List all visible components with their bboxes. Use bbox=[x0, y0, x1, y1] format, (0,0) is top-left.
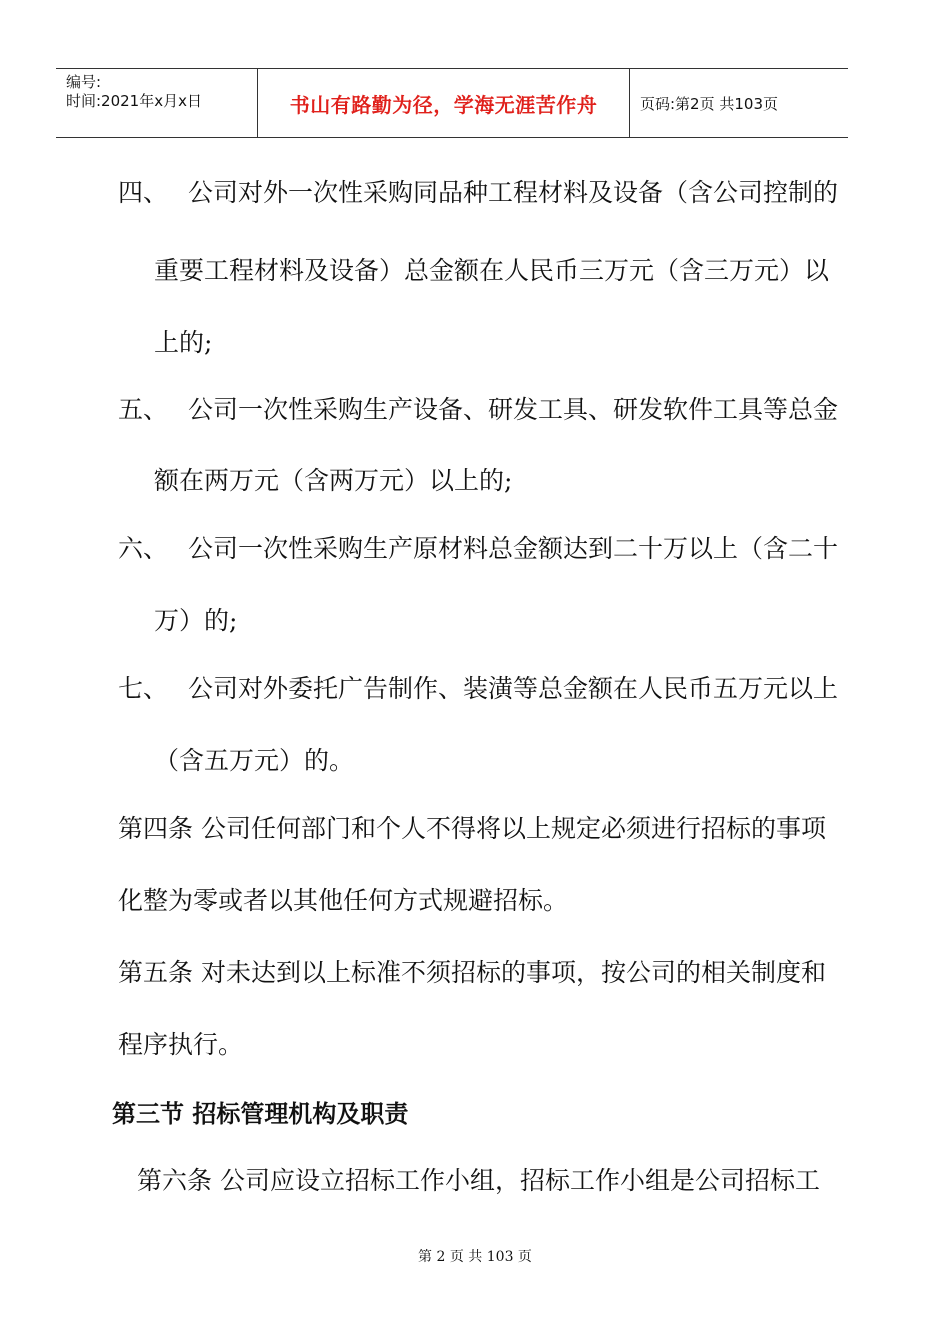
item-4-line-1 bbox=[118, 176, 838, 210]
header-motto-cell bbox=[258, 69, 630, 137]
article-4-line-2: 化整为零或者以其他任何方式规避招标。 bbox=[118, 886, 569, 915]
item-4-line-3: 上的; bbox=[154, 328, 213, 357]
header-number-label: 编号: bbox=[66, 73, 102, 91]
item-6-number: 六、 bbox=[118, 534, 169, 563]
header-motto: 书山有路勤为径，学海无涯苦作舟 bbox=[289, 92, 598, 117]
article-6-line-1: 第六条 公司应设立招标工作小组，招标工作小组是公司招标工 bbox=[137, 1166, 820, 1195]
item-5-number: 五、 bbox=[118, 395, 169, 424]
item-7-line-1 bbox=[118, 672, 838, 706]
item-6-line-1 bbox=[118, 532, 838, 566]
item-5-line-2: 额在两万元（含两万元）以上的; bbox=[154, 466, 513, 495]
header-meta bbox=[56, 69, 258, 137]
item-4-text-1: 公司对外一次性采购同品种工程材料及设备（含公司控制的 bbox=[188, 178, 839, 207]
item-4-number: 四、 bbox=[118, 178, 169, 207]
page-footer: 第 2 页 共 103 页 bbox=[418, 1249, 532, 1265]
item-7-text-1: 公司对外委托广告制作、装潢等总金额在人民币五万元以上 bbox=[188, 674, 839, 703]
item-5-line-1 bbox=[118, 393, 838, 427]
header-time-label: 时间:2021年x月x日 bbox=[66, 92, 202, 110]
article-5-line-1: 第五条 对未达到以上标准不须招标的事项，按公司的相关制度和 bbox=[118, 958, 826, 987]
document-header bbox=[56, 68, 848, 138]
item-6-text-1: 公司一次性采购生产原材料总金额达到二十万以上（含二十 bbox=[188, 534, 839, 563]
article-5-line-2: 程序执行。 bbox=[118, 1030, 244, 1059]
header-page-info: 页码:第2页 共103页 bbox=[640, 94, 778, 113]
item-5-text-1: 公司一次性采购生产设备、研发工具、研发软件工具等总金 bbox=[188, 395, 839, 424]
article-4-line-1: 第四条 公司任何部门和个人不得将以上规定必须进行招标的事项 bbox=[118, 814, 826, 843]
header-page-info-cell bbox=[630, 69, 848, 137]
section-title: 第三节 招标管理机构及职责 bbox=[112, 1100, 409, 1128]
item-7-number: 七、 bbox=[118, 674, 169, 703]
item-4-line-2: 重要工程材料及设备）总金额在人民币三万元（含三万元）以 bbox=[154, 256, 830, 285]
item-7-line-2: （含五万元）的。 bbox=[154, 746, 355, 775]
item-6-line-2: 万）的; bbox=[154, 606, 238, 635]
